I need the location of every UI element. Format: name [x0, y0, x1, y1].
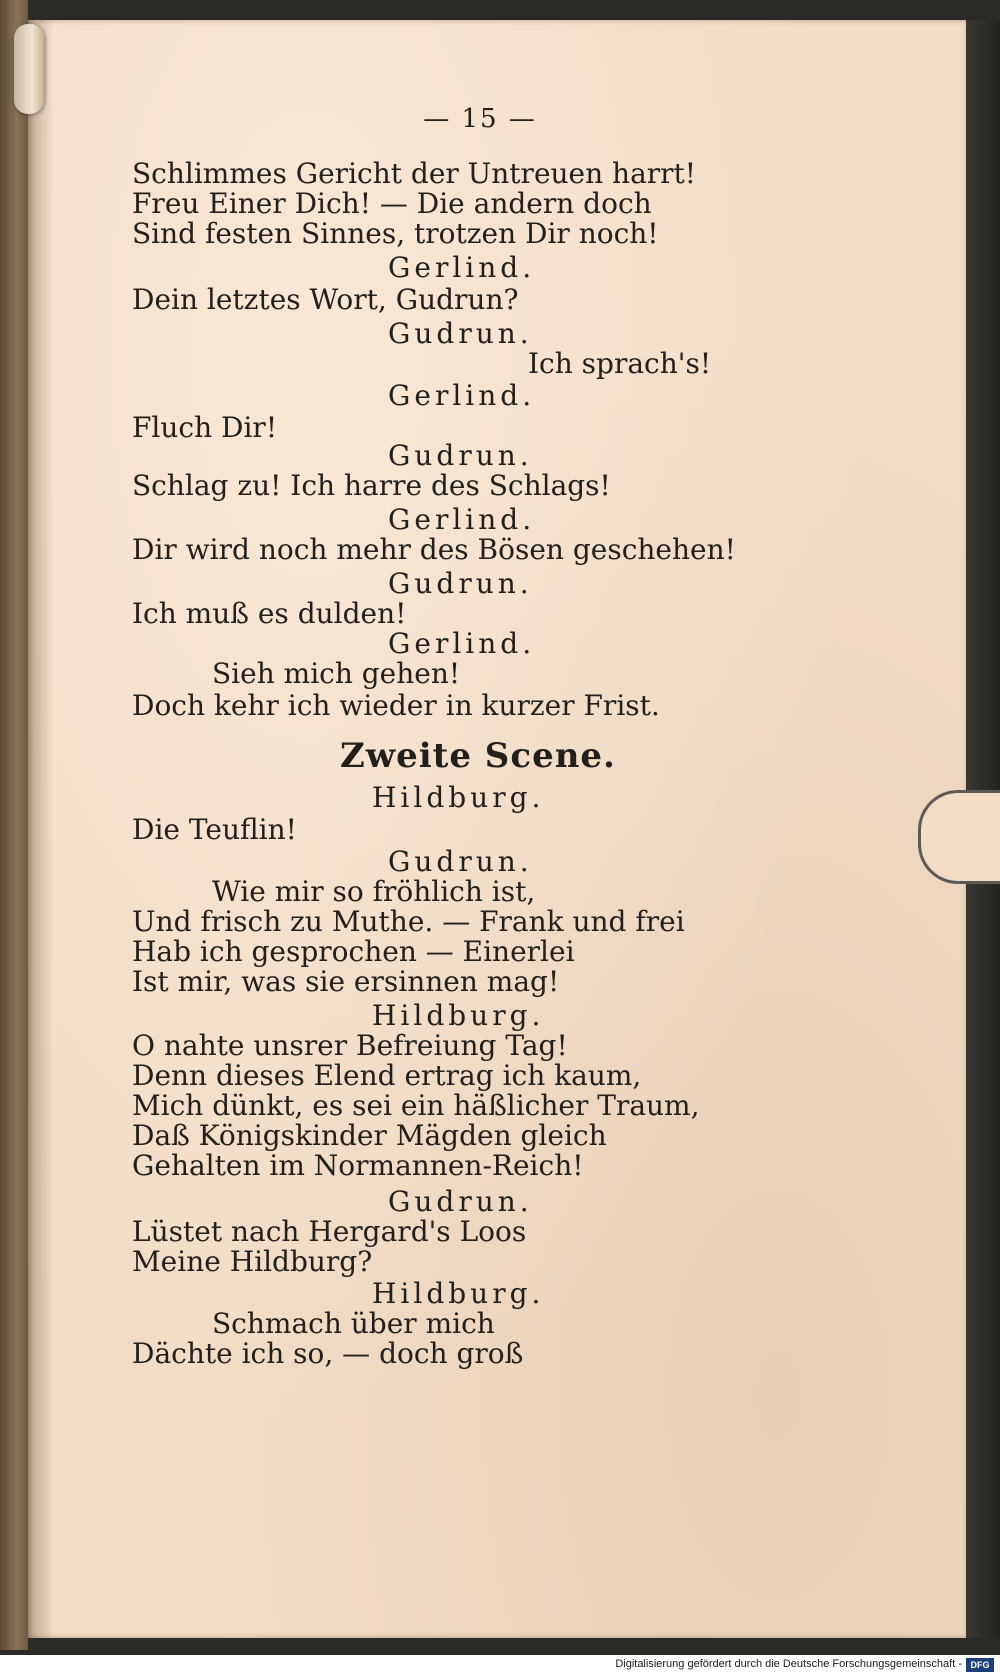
verse-line: Ich muß es dulden!	[132, 597, 407, 630]
verse-line: Gehalten im Normannen-Reich!	[132, 1149, 584, 1182]
page-curl	[14, 24, 44, 114]
verse-line: Freu Einer Dich! — Die andern doch	[132, 187, 652, 220]
book-left-edge	[0, 0, 28, 1650]
verse-line: Meine Hildburg?	[132, 1245, 373, 1278]
speaker-name: Gudrun.	[388, 439, 533, 472]
verse-line: Schlimmes Gericht der Untreuen harrt!	[132, 157, 697, 190]
speaker-name: Gerlind.	[388, 503, 536, 536]
dfg-logo: DFG	[966, 1658, 994, 1672]
verse-line: Sieh mich gehen!	[212, 657, 461, 690]
verse-line: Sind festen Sinnes, trotzen Dir noch!	[132, 217, 659, 250]
verse-line: Dächte ich so, — doch groß	[132, 1337, 524, 1370]
verse-line: Dir wird noch mehr des Bösen geschehen!	[132, 533, 736, 566]
digitization-footer	[0, 1655, 1000, 1677]
verse-line: Ist mir, was sie ersinnen mag!	[132, 965, 560, 998]
paper-clip-tab	[918, 790, 1000, 884]
verse-line: Hab ich gesprochen — Einerlei	[132, 935, 575, 968]
verse-line: Die Teuflin!	[132, 813, 297, 846]
speaker-name: Hildburg.	[372, 999, 545, 1032]
verse-line: Denn dieses Elend ertrag ich kaum,	[132, 1059, 642, 1092]
page-number: — 15 —	[423, 104, 537, 134]
speaker-name: Gudrun.	[388, 317, 533, 350]
verse-line: Schmach über mich	[212, 1307, 495, 1340]
binding-shadow	[28, 20, 54, 1638]
speaker-name: Gudrun.	[388, 1185, 533, 1218]
speaker-name: Gerlind.	[388, 627, 536, 660]
speaker-name: Gudrun.	[388, 845, 533, 878]
scene-heading: Zweite Scene.	[340, 736, 616, 776]
verse-line: Schlag zu! Ich harre des Schlags!	[132, 469, 611, 502]
speaker-name: Hildburg.	[372, 781, 545, 814]
verse-line: Fluch Dir!	[132, 411, 278, 444]
speaker-name: Gerlind.	[388, 251, 536, 284]
verse-line: O nahte unsrer Befreiung Tag!	[132, 1029, 568, 1062]
speaker-name: Hildburg.	[372, 1277, 545, 1310]
verse-line: Daß Königskinder Mägden gleich	[132, 1119, 607, 1152]
speaker-name: Gudrun.	[388, 567, 533, 600]
speaker-name: Gerlind.	[388, 379, 536, 412]
funding-credit: Digitalisierung gefördert durch die Deutsche Forschungsgemeinschaft -	[615, 1658, 962, 1670]
verse-line: Wie mir so fröhlich ist,	[212, 875, 536, 908]
verse-line: Ich sprach's!	[528, 347, 712, 380]
verse-line: Dein letztes Wort, Gudrun?	[132, 283, 519, 316]
verse-line: Mich dünkt, es sei ein häßlicher Traum,	[132, 1089, 700, 1122]
verse-line: Lüstet nach Hergard's Loos	[132, 1215, 527, 1248]
verse-line: Und frisch zu Muthe. — Frank und frei	[132, 905, 685, 938]
verse-line: Doch kehr ich wieder in kurzer Frist.	[132, 689, 660, 722]
